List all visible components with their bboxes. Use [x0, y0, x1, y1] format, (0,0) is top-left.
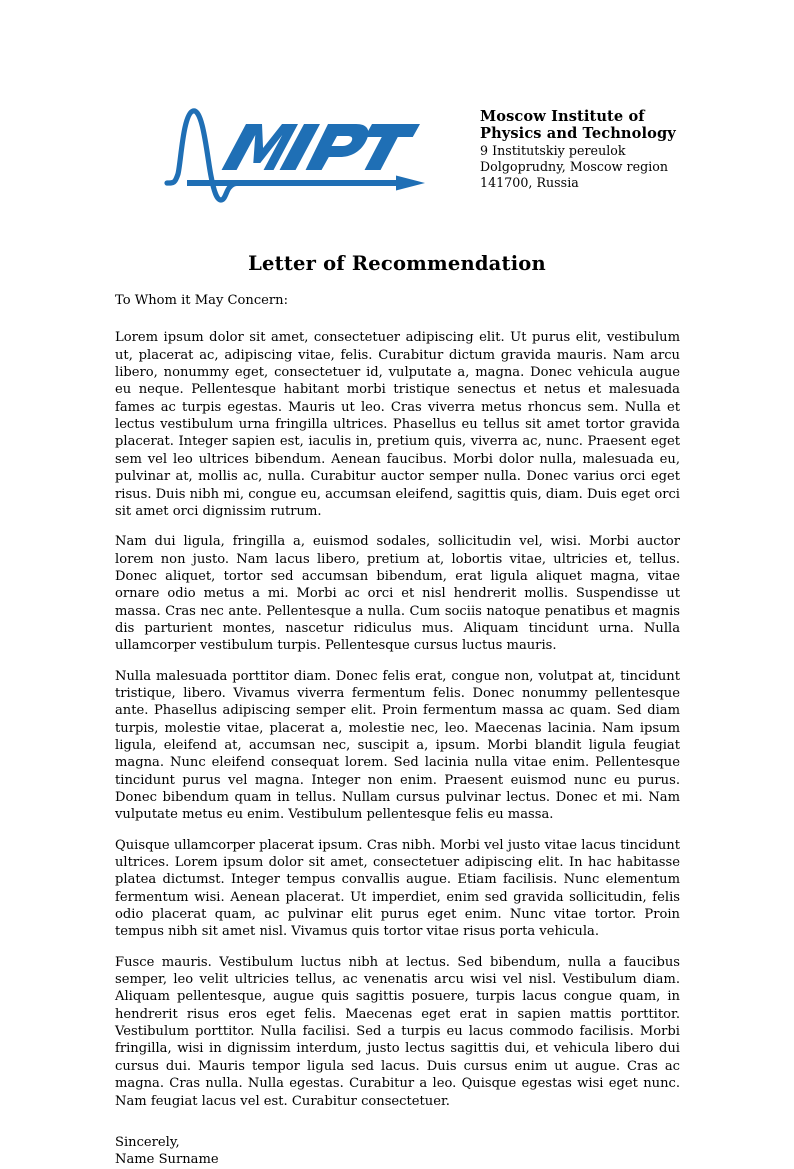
address-line-1: 9 Institutskiy pereulok — [480, 143, 626, 159]
body-paragraph: Fusce mauris. Vestibulum luctus nibh at lectus. Sed bibendum, nulla a faucibus semper, leo velit ultricies tellus, ac venenatis arcu wisi vel nisl. Vestibulum diam. Aliquam pellentesque, augue quis sagittis posuere, turpis lacus congue quam, in hendrerit risus eros eget felis. Maecenas eget erat in sapien mattis porttitor. Vestibulum porttitor. Nulla facilisi. Sed a turpis eu lacus commodo facilisis. Morbi fringilla, wisi in dignissim interdum, justo lectus sagittis dui, et vehicula libero dui cursus dui. Mauris tempor ligula sed lacus. Duis cursus enim ut augue. Cras ac magna. Cras nulla. Nulla egestas. Curabitur a leo. Quisque egestas wisi eget nunc. Nam feugiat lacus vel est. Curabitur consectetuer. — [115, 954, 680, 1109]
letter-body — [115, 292, 680, 1169]
organization-name-line-2: Physics and Technology — [480, 125, 676, 143]
body-paragraph: Quisque ullamcorper placerat ipsum. Cras nibh. Morbi vel justo vitae lacus tincidunt ultrices. Lorem ipsum dolor sit amet, consectetuer adipiscing elit. In hac habitasse platea dictumst. Integer tempus convallis augue. Etiam facilisis. Nunc elementum fermentum wisi. Aenean placerat. Ut imperdiet, enim sed gravida sollicitudin, felis odio placerat quam, ac pulvinar elit purus eget enim. Nunc vitae tortor. Proin tempus nibh sit amet nisl. Vivamus quis tortor vitae risus porta vehicula. — [115, 837, 680, 940]
salutation: To Whom it May Concern: — [115, 293, 289, 308]
institution-address-block — [480, 104, 680, 191]
body-paragraph: Nulla malesuada porttitor diam. Donec felis erat, congue non, volutpat at, tincidunt tristique, libero. Vivamus viverra fermentum felis. Donec nonummy pellentesque ante. Phasellus adipiscing semper elit. Proin fermentum massa ac quam. Sed diam turpis, molestie vitae, placerat a, molestie nec, leo. Maecenas lacinia. Nam ipsum ligula, eleifend at, accumsan nec, suscipit a, ipsum. Morbi blandit ligula feugiat magna. Nunc eleifend consequat lorem. Sed lacinia nulla vitae enim. Pellentesque tincidunt purus vel magna. Integer non enim. Praesent euismod nunc eu purus. Donec bibendum quam in tellus. Nullam cursus pulvinar lectus. Donec et mi. Nam vulputate metus eu enim. Vestibulum pellentesque felis eu massa. — [115, 668, 680, 823]
address-line-3: 141700, Russia — [480, 175, 579, 191]
mipt-waveform-logo-icon — [163, 104, 425, 204]
body-paragraph: Nam dui ligula, fringilla a, euismod sodales, sollicitudin vel, wisi. Morbi auctor lorem non justo. Nam lacus libero, pretium at, lobortis vitae, ultricies et, tellus. Donec aliquet, tortor sed accumsan bibendum, erat ligula aliquet magna, vitae ornare odio metus a mi. Morbi ac orci et nisl hendrerit mollis. Suspendisse ut massa. Cras nec ante. Pellentesque a nulla. Cum sociis natoque penatibus et magnis dis parturient montes, nascetur ridiculus mus. Aliquam tincidunt urna. Nulla ullamcorper vestibulum turpis. Pellentesque cursus luctus mauris. — [115, 534, 680, 654]
signer-name: Name Surname — [115, 1152, 219, 1168]
organization-name-line-1: Moscow Institute of — [480, 108, 645, 125]
closing-block — [115, 1134, 680, 1169]
letterhead — [115, 104, 680, 204]
address-line-2: Dolgoprudny, Moscow region — [480, 159, 669, 175]
valediction: Sincerely, — [115, 1134, 180, 1150]
mipt-logo — [163, 104, 463, 204]
organization-name — [480, 108, 680, 142]
page-title: Letter of Recommendation — [248, 252, 546, 275]
body-paragraph: Lorem ipsum dolor sit amet, consectetuer adipiscing elit. Ut purus elit, vestibulum ut, placerat ac, adipiscing vitae, felis. Curabitur dictum gravida mauris. Nam arcu libero, nonummy eget, consectetuer id, vulputate a, magna. Donec vehicula augue eu neque. Pellentesque habitant morbi tristique senectus et netus et malesuada fames ac turpis egestas. Mauris ut leo. Cras viverra metus rhoncus sem. Nulla et lectus vestibulum urna fringilla ultrices. Phasellus eu tellus sit amet tortor gravida placerat. Integer sapien est, iaculis in, pretium quis, viverra ac, nunc. Praesent eget sem vel leo ultrices bibendum. Aenean faucibus. Morbi dolor nulla, malesuada eu, pulvinar at, mollis ac, nulla. Curabitur auctor semper nulla. Donec varius orci eget risus. Duis nibh mi, congue eu, accumsan eleifend, sagittis quis, diam. Duis eget orci sit amet orci dignissim rutrum. — [115, 330, 680, 519]
